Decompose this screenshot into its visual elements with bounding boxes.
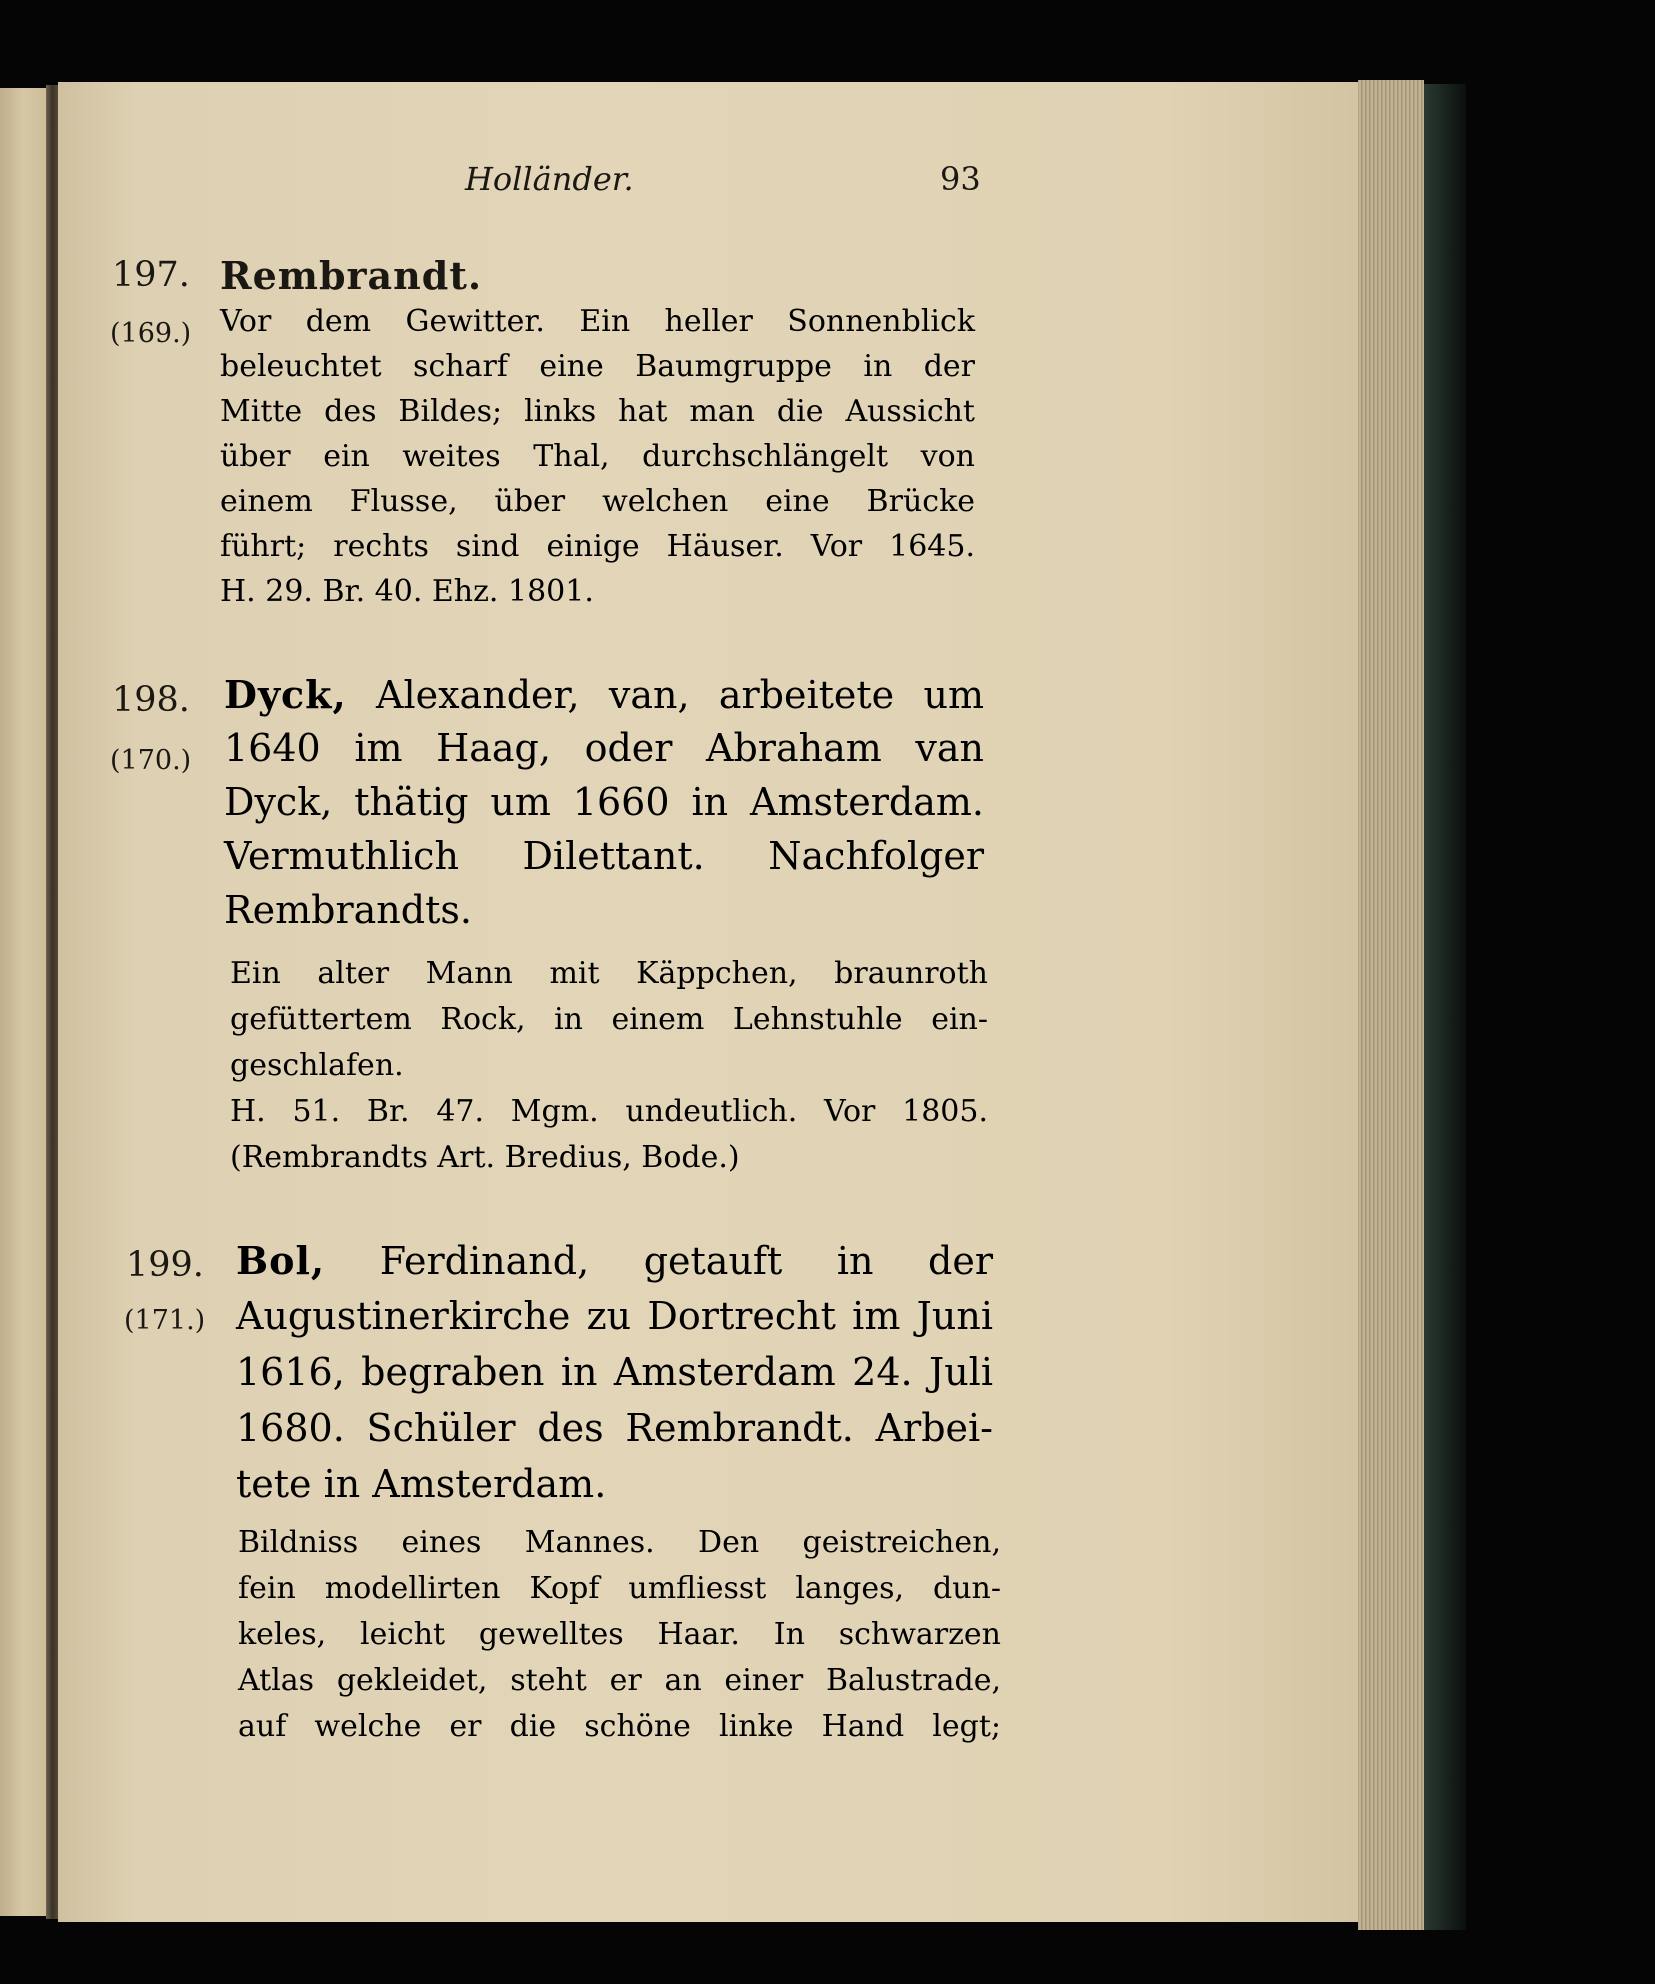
old-catalogue-number: (171.) xyxy=(124,1305,206,1336)
text-line: Bildniss eines Mannes. Den geistreichen, xyxy=(238,1525,1001,1560)
text-line: H. 29. Br. 40. Ehz. 1801. xyxy=(220,574,594,609)
artist-name: Bol, xyxy=(236,1238,326,1283)
artist-name: Rembrandt. xyxy=(220,253,483,298)
text-line: Atlas gekleidet, steht er an einer Balustrade, xyxy=(238,1663,1001,1698)
artist-name: Dyck, xyxy=(224,672,347,717)
text-line: Ein alter Mann mit Käppchen, braunroth xyxy=(230,956,988,991)
text-line: gefüttertem Rock, in einem Lehnstuhle ein- xyxy=(230,1002,988,1037)
text-line: 1680. Schüler des Rembrandt. Arbei- xyxy=(236,1406,993,1450)
entry-number: 199. xyxy=(126,1245,204,1285)
entry-number: 197. xyxy=(112,255,190,295)
text-line: 1640 im Haag, oder Abraham van xyxy=(224,726,984,770)
text-line: Bol, Ferdinand, getauft in der xyxy=(236,1238,993,1283)
text-line: Vor dem Gewitter. Ein heller Sonnenblick xyxy=(220,304,975,339)
text-line: tete in Amsterdam. xyxy=(236,1462,607,1506)
text-line: (Rembrandts Art. Bredius, Bode.) xyxy=(230,1140,740,1175)
left-page-edge xyxy=(0,88,46,1916)
running-head-title: Holländer. xyxy=(465,160,634,198)
text-line: keles, leicht gewelltes Haar. In schwarzen xyxy=(238,1617,1001,1652)
page-edges xyxy=(1358,80,1424,1930)
text-line: führt; rechts sind einige Häuser. Vor 1645. xyxy=(220,529,975,564)
entry-description xyxy=(238,1525,1001,1765)
book-cover-edge xyxy=(1424,84,1466,1930)
text-line: Dyck, thätig um 1660 in Amsterdam. xyxy=(224,780,984,824)
text-line: Dyck, Alexander, van, arbeitete um xyxy=(224,672,984,717)
text-line: Augustinerkirche zu Dortrecht im Juni xyxy=(236,1294,993,1338)
text-line: einem Flusse, über welchen eine Brücke xyxy=(220,484,975,519)
entry-number: 198. xyxy=(112,680,190,720)
old-catalogue-number: (170.) xyxy=(110,745,192,776)
artist-biography xyxy=(224,672,984,952)
text-line: Rembrandts. xyxy=(224,888,472,932)
text-line: fein modellirten Kopf umfliesst langes, dun- xyxy=(238,1571,1001,1606)
entry-description xyxy=(230,956,988,1196)
text-line: auf welche er die schöne linke Hand legt; xyxy=(238,1709,1001,1744)
entry-description xyxy=(220,304,975,624)
text-line: Mitte des Bildes; links hat man die Aussicht xyxy=(220,394,975,429)
text-line: H. 51. Br. 47. Mgm. undeutlich. Vor 1805. xyxy=(230,1094,988,1129)
text-line: beleuchtet scharf eine Baumgruppe in der xyxy=(220,349,975,384)
text-line: Vermuthlich Dilettant. Nachfolger xyxy=(224,834,984,878)
old-catalogue-number: (169.) xyxy=(110,318,192,349)
page-number: 93 xyxy=(940,160,981,198)
text-line: 1616, begraben in Amsterdam 24. Juli xyxy=(236,1350,993,1394)
text-line: über ein weites Thal, durchschlängelt von xyxy=(220,439,975,474)
artist-biography xyxy=(236,1238,993,1528)
text-line: geschlafen. xyxy=(230,1048,404,1083)
